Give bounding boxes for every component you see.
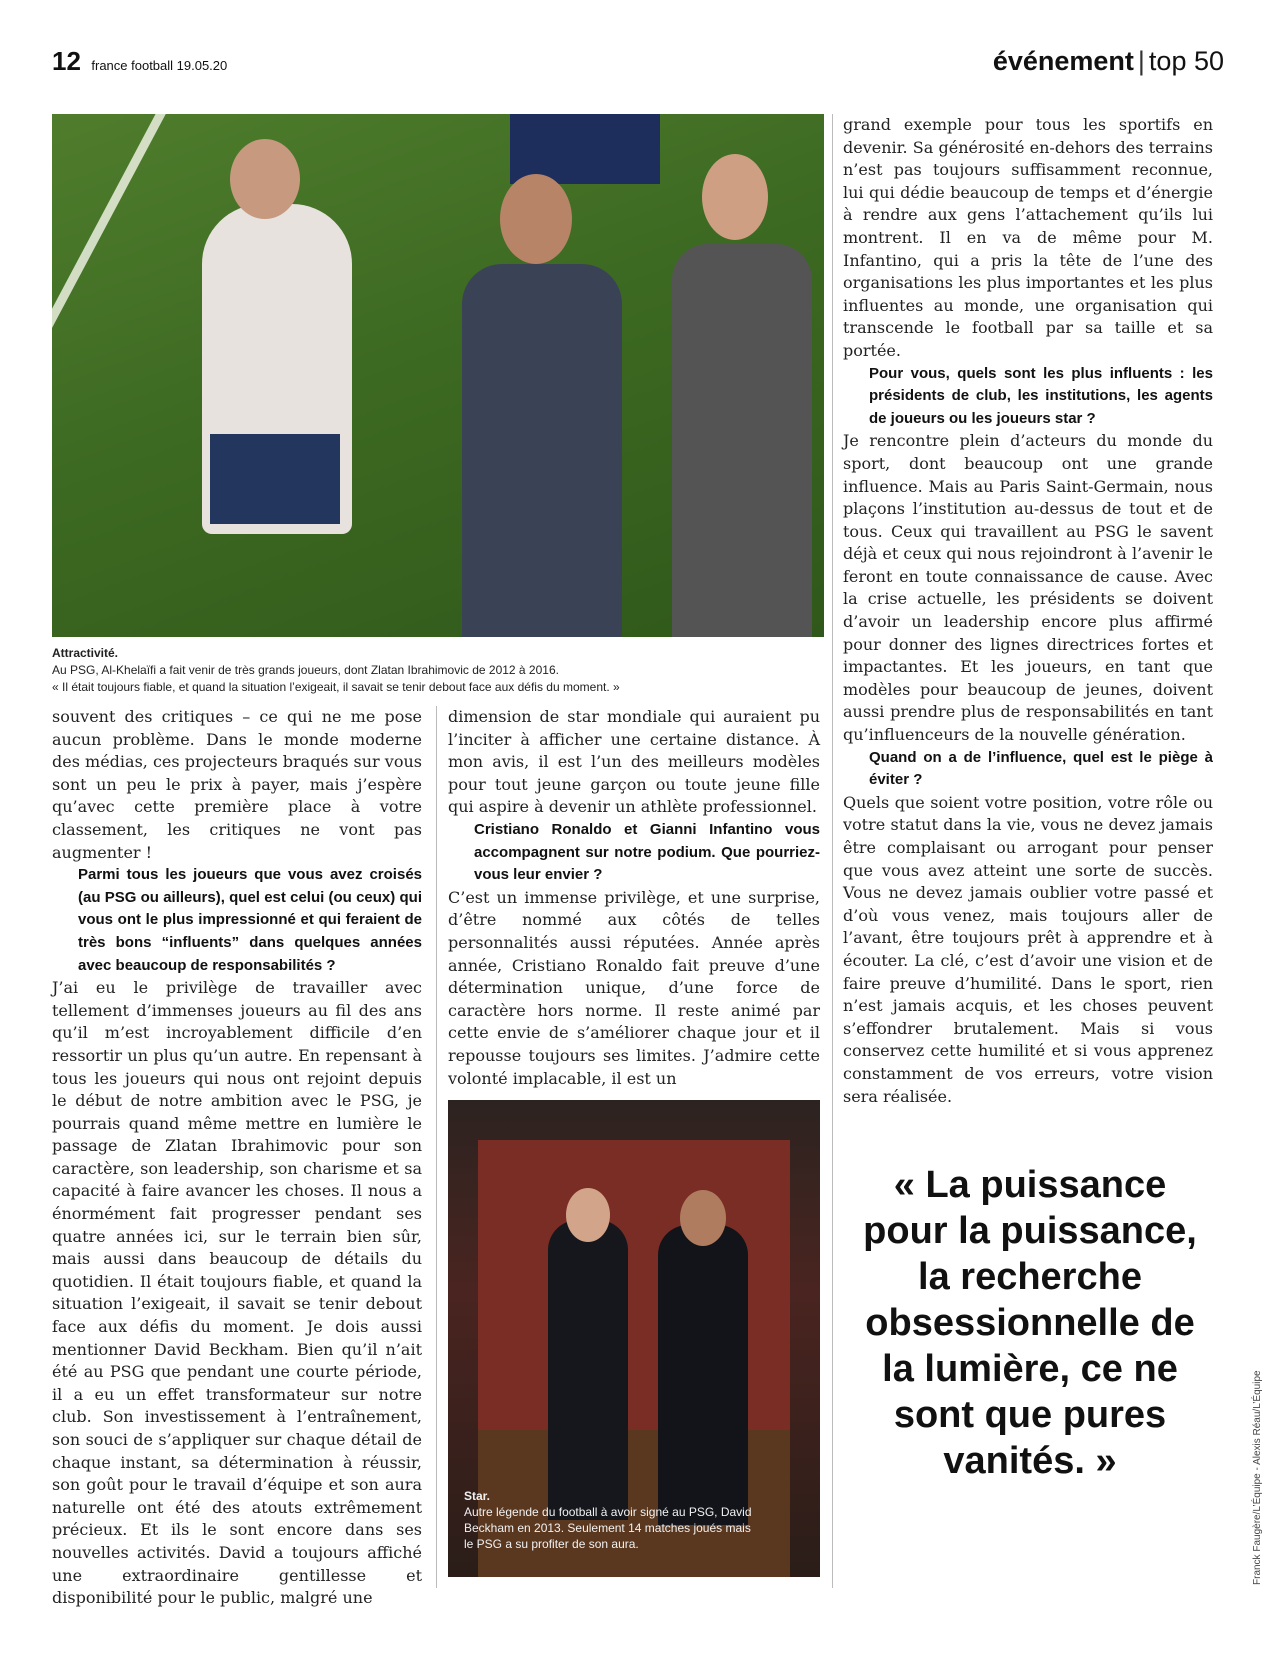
pull-quote: « La puissance pour la puissance, la recherche obsessionnelle de la lumière, ce ne sont que pures vanités. » <box>863 1164 1197 1482</box>
photo2-caption-text: Autre légende du football à avoir signé au PSG, David Beckham en 2013. Seulement 14 matches joués mais le PSG a su profiter de son aura. <box>464 1505 752 1551</box>
col2-paragraph-1: dimension de star mondiale qui auraient pu l’inciter à afficher une certaine distance. À mon avis, il est l’un des meilleurs modèles pour tout jeune garçon ou toute jeune fille qui aspire à devenir un athlète professionnel. <box>448 707 820 817</box>
col2-question-1: Cristiano Ronaldo et Gianni Infantino vous accompagnent sur notre podium. Que pourriez-vous leur envier ? <box>474 820 820 884</box>
photo2-caption <box>464 1488 754 1552</box>
photo-handshake <box>52 114 824 637</box>
page-header-left <box>52 46 227 77</box>
photo-credit: Franck Faugère/L’Équipe - Alexis Réau/L’Équipe <box>1252 1370 1263 1585</box>
header-separator: | <box>1137 46 1145 76</box>
section-title: événement <box>992 46 1134 76</box>
figure-player-shorts <box>210 434 340 524</box>
figure-president-suit-head <box>680 1190 726 1246</box>
col3-question-2: Quand on a de l’influence, quel est le piège à éviter ? <box>869 748 1213 789</box>
page-header-right <box>993 46 1224 77</box>
figure-beckham <box>548 1220 628 1520</box>
col1-paragraph-2: J’ai eu le privilège de travailler avec tellement d’immenses joueurs au fil des ans qu’il m’est incroyablement difficile d’en ressortir un plus qu’un autre. En repensant à tous les joueurs qui nous ont rejoint depuis le début de notre ambition avec le PSG, je pourrais quand même mettre en lumière le passage de Zlatan Ibrahimovic pour son caractère, son leadership, son charisme et sa capacité à faire avancer les choses. Il nous a énormément fait progresser pendant ses quatre années ici, sur le terrain bien sûr, mais aussi dans beaucoup de détails du quotidien. Il était toujours fiable, et quand la situation l’exigeait, il savait se tenir debout face aux défis du moment. Je dois aussi mentionner David Beckham. Bien qu’il n’ait été au PSG que pendant une courte période, il a eu un effet transformateur sur notre club. Son investissement à l’entraînement, son souci de s’appliquer sur chaque détail de chaque instant, sa détermination à réussir, son goût pour le travail d’équipe et son aura naturelle ont été des atouts extrêmement précieux. Et ils le sont encore dans ses nouvelles activités. David a toujours affiché une extraordinaire gentillesse et disponibilité pour le public, malgré une <box>52 978 422 1608</box>
col1-question-1: Parmi tous les joueurs que vous avez croisés (au PSG ou ailleurs), quel est celui (ou ceux) qui vous ont le plus impressionné et qui feraient de très bons “influents” dans quelques années avec beaucoup de responsabilités ? <box>78 866 422 974</box>
figure-president-head <box>500 174 572 264</box>
publication-date: france football 19.05.20 <box>91 58 228 73</box>
figure-suit-man-head <box>702 154 768 240</box>
col2-paragraph-2: C’est un immense privilège, et une surprise, d’être nommé aux côtés de telles personnalités aussi réputées. Année après année, Cristiano Ronaldo fait preuve d’une détermination unique, d’une force de caractère hors norme. Il reste animé par cette envie de s’améliorer chaque jour et il repousse toujours ses limites. J’admire cette volonté implacable, il est un <box>448 887 820 1088</box>
column-rule-2 <box>832 114 833 1588</box>
article-column-3 <box>843 114 1213 1108</box>
col1-paragraph-1: souvent des critiques – ce qui ne me pose aucun problème. Dans le monde moderne des médias, ces projecteurs braqués sur vous sont un peu le prix à payer, mais j’espère qu’avec cette première place à votre classement, les critiques ne vont pas augmenter ! <box>52 707 422 862</box>
figure-president <box>462 264 622 637</box>
photo1-caption-line1: Au PSG, Al-Khelaïfi a fait venir de très grands joueurs, dont Zlatan Ibrahimovic de 2012 à 2016. <box>52 663 559 677</box>
column-rule-1 <box>436 706 437 1588</box>
photo1-caption-line2: « Il était toujours fiable, et quand la situation l’exigeait, il savait se tenir debout face aux défis du moment. » <box>52 680 620 694</box>
col3-paragraph-1: grand exemple pour tous les sportifs en devenir. Sa générosité en-dehors des terrains n’est pas toujours suffisamment reconnue, lui qui dédie beaucoup de temps et d’énergie à rendre aux gens l’attachement qu’ils lui montrent. Il en va de même pour M. Infantino, qui a pris la tête de l’une des organisations les plus importantes et les plus influentes au monde, une organisation qui transcende le football par sa taille et sa portée. <box>843 115 1213 360</box>
page-number: 12 <box>52 46 81 76</box>
article-column-2 <box>448 706 820 1090</box>
photo1-caption-title: Attractivité. <box>52 646 119 660</box>
figure-suit-man <box>672 244 812 637</box>
photo1-caption <box>52 645 822 696</box>
rubric-title: top 50 <box>1148 46 1224 76</box>
col3-question-1: Pour vous, quels sont les plus influents : les présidents de club, les institutions, les agents de joueurs ou les joueurs star ? <box>869 364 1213 427</box>
figure-beckham-head <box>566 1188 610 1242</box>
col3-paragraph-3: Quels que soient votre position, votre rôle ou votre statut dans la vie, vous ne devez jamais être complaisant ou arrogant pour penser que vous avez atteint une sorte de succès. Vous ne devez jamais oublier votre passé et d’où vous venez, mais toujours aller de l’avant, être toujours prêt à apprendre et à écouter. La clé, c’est d’avoir une vision et de faire preuve d’humilité. Dans le sport, rien n’est jamais acquis, et les choses peuvent s’effondrer brutalement. Mais si vous conservez cette humilité et si vous apprenez constamment de vos erreurs, votre vision sera réalisée. <box>843 792 1213 1106</box>
photo2-caption-title: Star. <box>464 1489 491 1503</box>
figure-president-suit <box>658 1225 748 1525</box>
figure-player-head <box>230 139 300 219</box>
article-column-1 <box>52 706 422 1610</box>
col3-paragraph-2: Je rencontre plein d’acteurs du monde du sport, dont beaucoup ont une grande influence. Mais au Paris Saint-Germain, nous plaçons l’institution au-dessus de tout et de tous. Ceux qui travaillent au PSG le savent déjà et ceux qui nous rejoindront à l’avenir le feront en toute connaissance de cause. Avec la crise actuelle, les présidents se doivent d’avoir un leadership encore plus affirmé pour donner des lignes directrices fortes et impactantes. Et les joueurs, en tant que modèles pour beaucoup de jeunes, doivent aussi prendre plus de responsabilités en tant qu’influenceurs de la nouvelle génération. <box>843 431 1213 745</box>
